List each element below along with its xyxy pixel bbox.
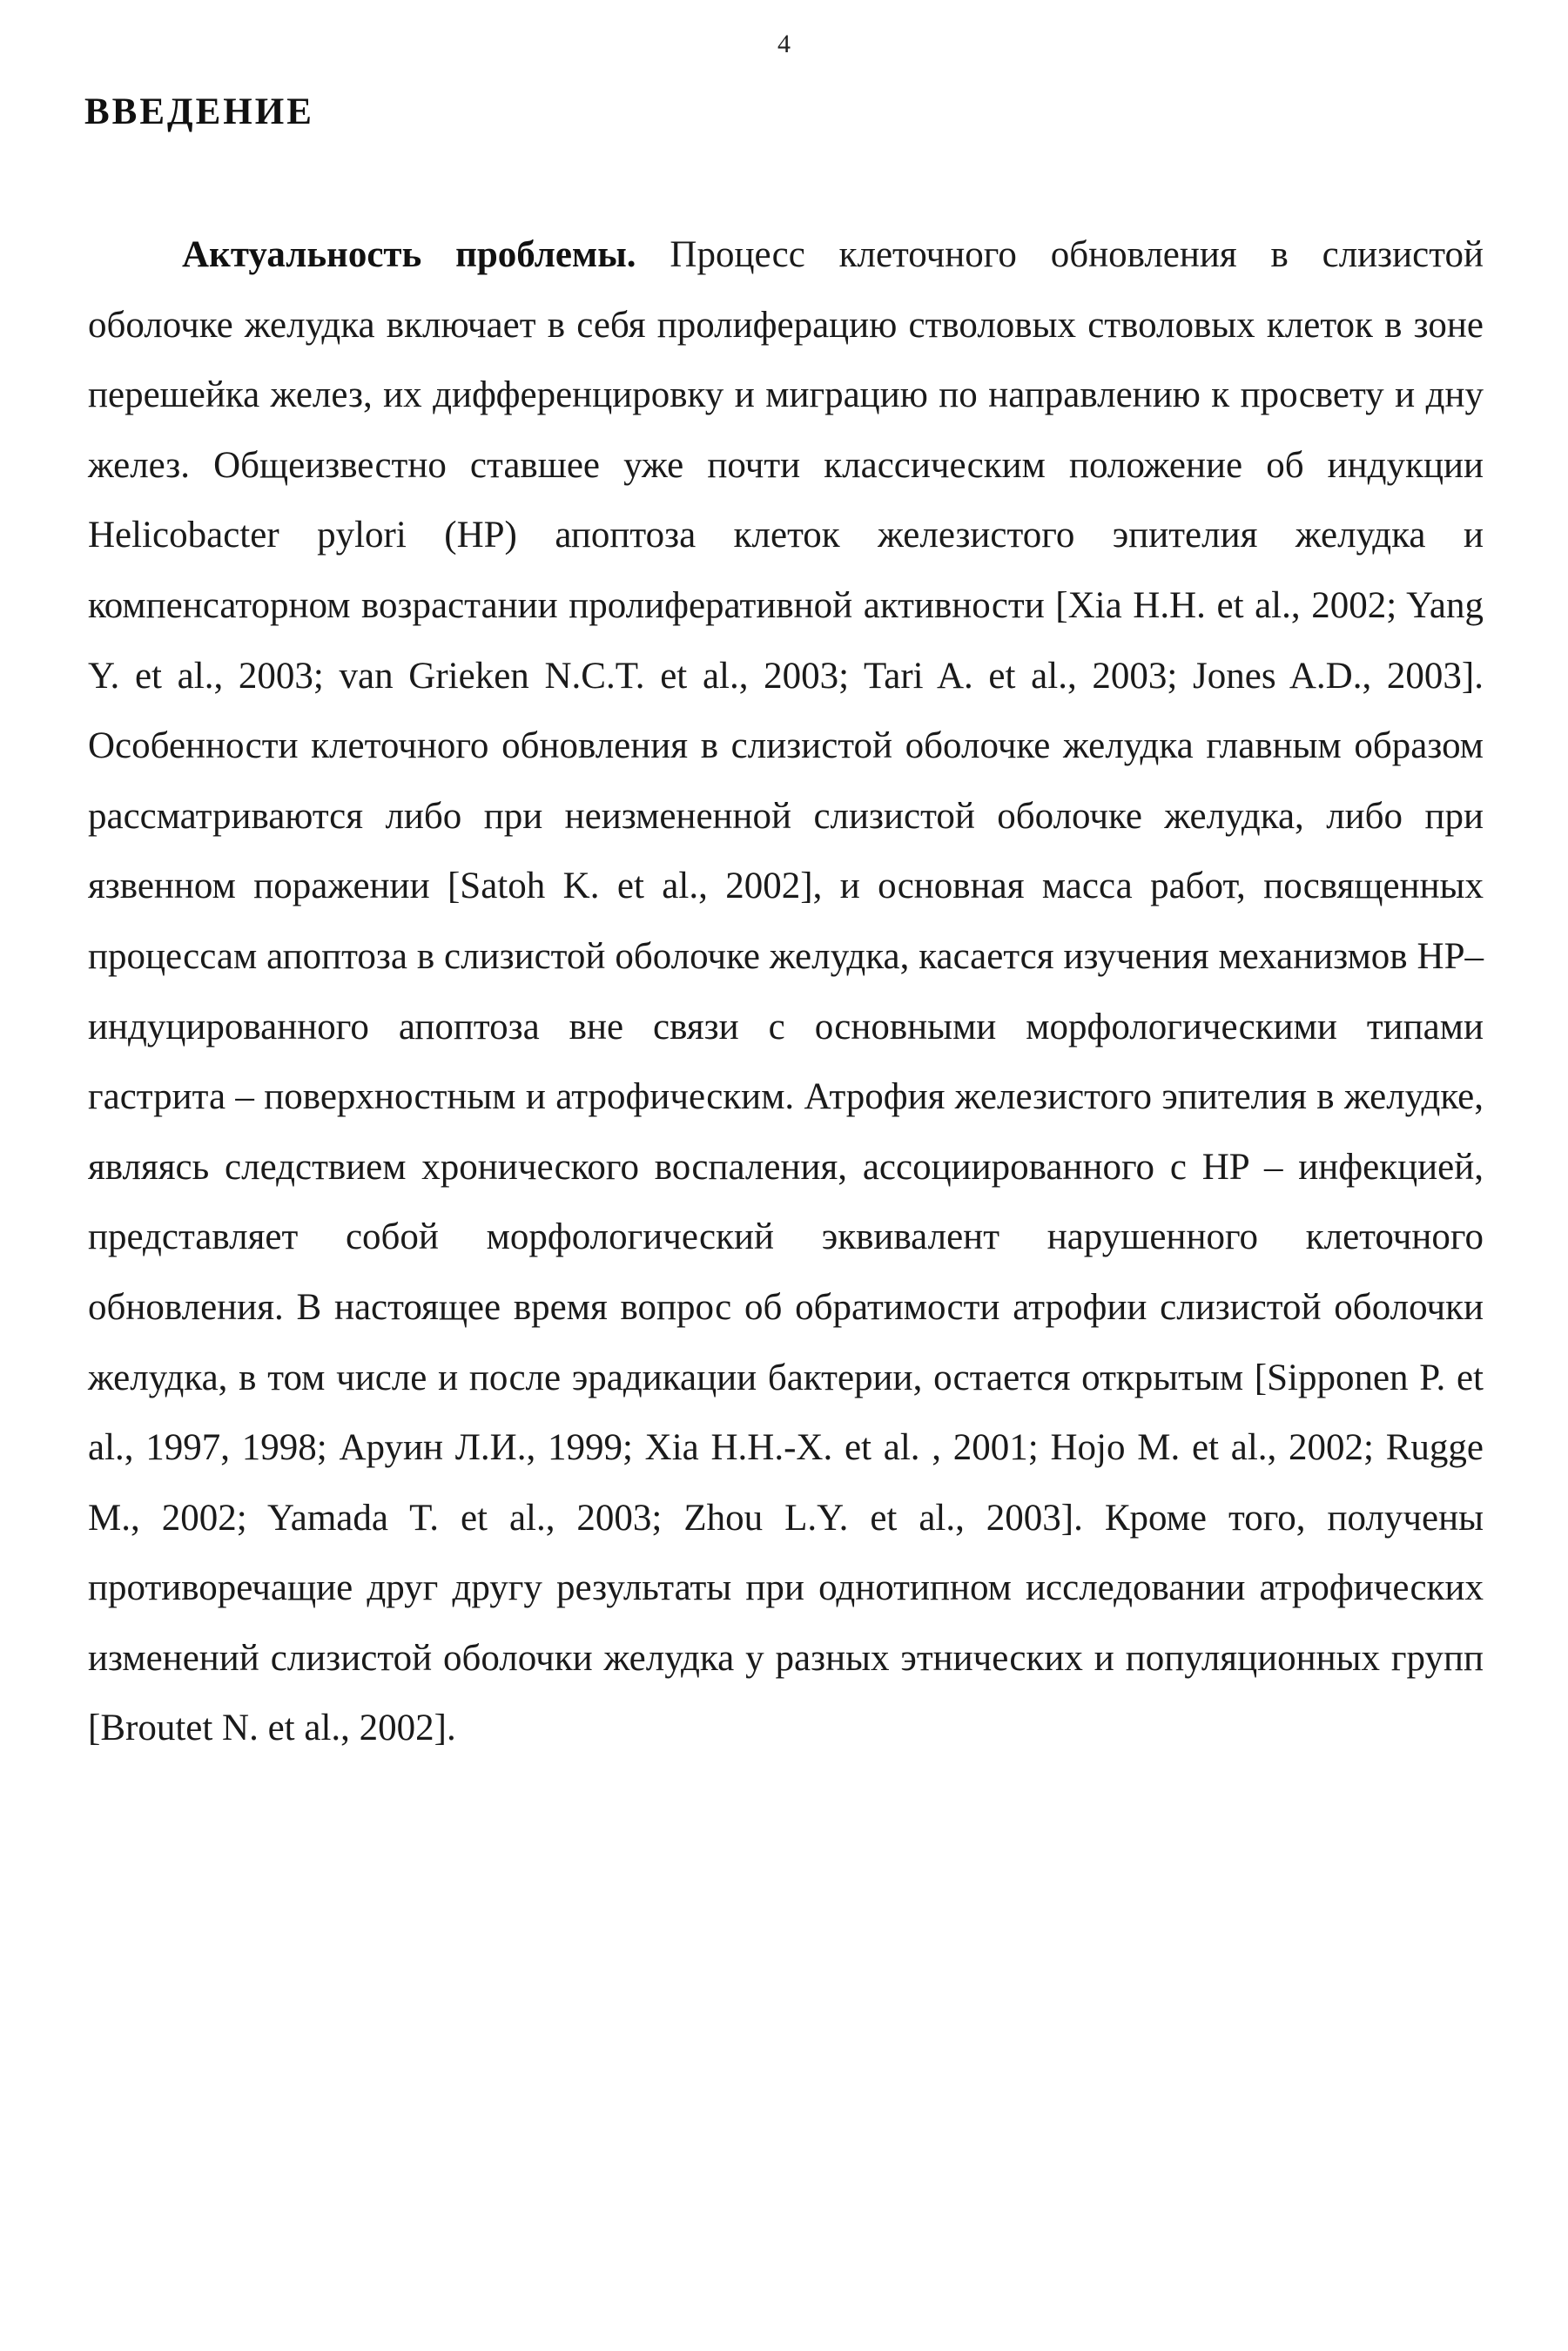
paragraph-lead-in: Актуальность проблемы. bbox=[182, 234, 636, 275]
body-paragraph bbox=[88, 220, 1484, 1764]
paragraph-text: Процесс клеточного обновления в слизистой оболочке желудка включает в себя пролиферацию стволовых стволовых клеток в зоне перешейка желез, их дифференцировку и миграцию по направлению к просвету и дну желез. Общеизвестно ставшее уже почти классическим положение об индукции Helicobacter pylori (HP) апоптоза клеток железистого эпителия желудка и компенсаторном возрастании пролиферативной активности [Xia H.H. et al., 2002; Yang Y. et al., 2003; van Grieken N.C.T. et al., 2003; Tari A. et al., 2003; Jones A.D., 2003]. Особенности клеточного обновления в слизистой оболочке желудка главным образом рассматриваются либо при неизмененной слизистой оболочке желудка, либо при язвенном поражении [Satoh K. et al., 2002], и основная масса работ, посвященных процессам апоптоза в слизистой оболочке желудка, касается изучения механизмов HP–индуцированного апоптоза вне связи с основными морфологическими типами гастрита – поверхностным и атрофическим. Атрофия железистого эпителия в желудке, являясь следствием хронического воспаления, ассоциированного с HP – инфекцией, представляет собой морфологический эквивалент нарушенного клеточного обновления. В настоящее время вопрос об обратимости атрофии слизистой оболочки желудка, в том числе и после эрадикации бактерии, остается открытым [Sipponen P. et al., 1997, 1998; Аруин Л.И., 1999; Xia H.H.-X. et al. , 2001; Hojo M. et al., 2002; Rugge M., 2002; Yamada T. et al., 2003; Zhou L.Y. et al., 2003]. Кроме того, получены противоречащие друг другу результаты при однотипном исследовании атрофических изменений слизистой оболочки желудка у разных этнических и популяционных групп [Broutet N. et al., 2002]. bbox=[88, 234, 1484, 1749]
page-number: 4 bbox=[777, 30, 791, 58]
section-heading: ВВЕДЕНИЕ bbox=[84, 91, 314, 132]
